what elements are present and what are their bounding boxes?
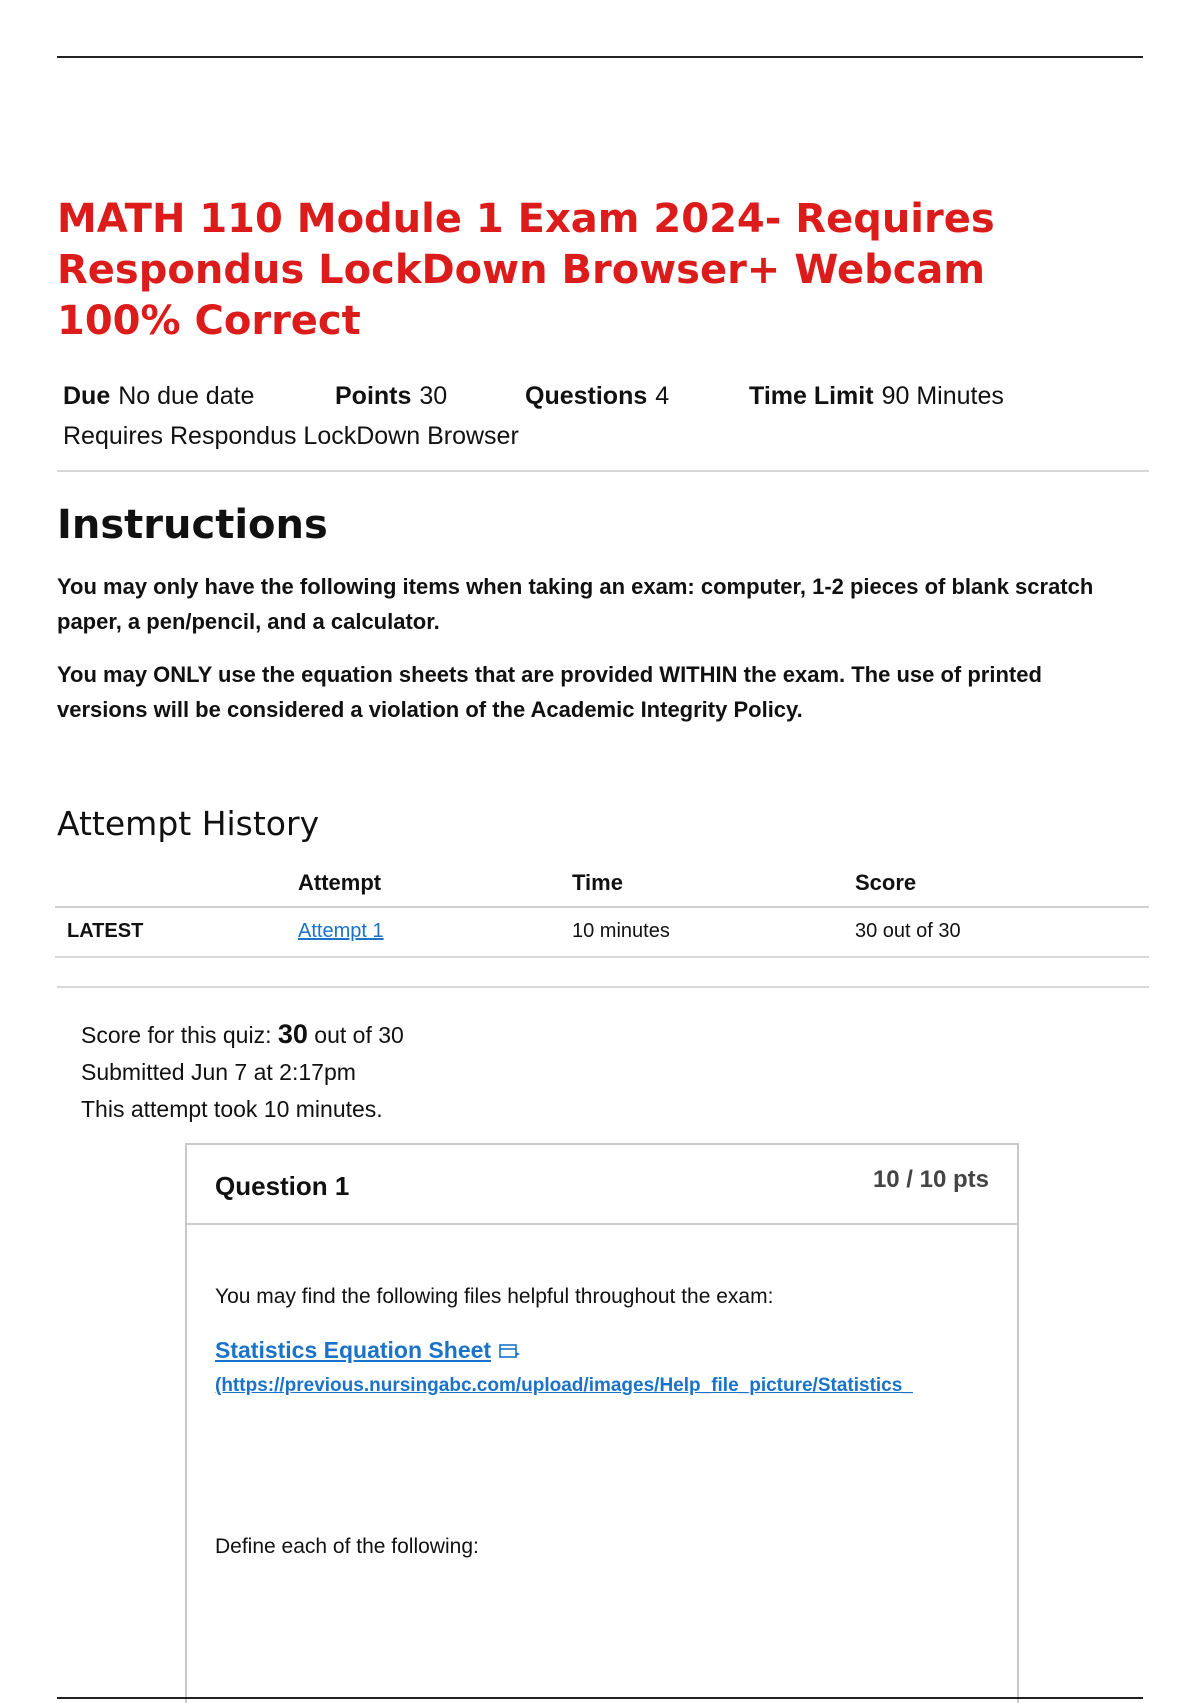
score-value: 30 <box>277 1019 308 1049</box>
equation-sheet-link[interactable]: Statistics Equation Sheet <box>215 1337 521 1364</box>
table-row <box>55 908 1149 958</box>
top-rule <box>57 56 1143 58</box>
attempt-time: 10 minutes <box>572 920 670 942</box>
instructions-paragraph-1: You may only have the following items when taking an exam: computer, 1-2 pieces of blank scratch paper, a pen/pencil, and a calculator. <box>57 574 1094 634</box>
score-line: Score for this quiz: 30 out of 30 <box>81 1019 404 1049</box>
submitted-line: Submitted Jun 7 at 2:17pm <box>81 1059 356 1085</box>
question-header <box>187 1145 1017 1225</box>
quiz-meta <box>63 382 1004 411</box>
equation-sheet-url[interactable]: (https://previous.nursingabc.com/upload/images/Help_file_picture/Statistics_ <box>215 1375 913 1396</box>
column-header-time: Time <box>572 870 623 895</box>
column-header-attempt: Attempt <box>298 870 382 895</box>
file-preview-icon[interactable] <box>499 1343 521 1359</box>
attempt-score: 30 out of 30 <box>855 920 961 942</box>
instructions-paragraph-2: You may ONLY use the equation sheets that are provided WITHIN the exam. The use of printed versions will be considered a violation of the Academic Integrity Policy. <box>57 662 1042 722</box>
attempt-label: LATEST <box>67 920 144 942</box>
table-header-row <box>55 866 1149 908</box>
page-title: MATH 110 Module 1 Exam 2024- Requires Respondus LockDown Browser+ Webcam 100% Correct <box>57 196 995 344</box>
question-prompt: Define each of the following: <box>215 1535 479 1558</box>
meta-time-limit: Time Limit 90 Minutes <box>749 382 1004 410</box>
meta-points: Points 30 <box>335 382 448 410</box>
duration-line: This attempt took 10 minutes. <box>81 1096 383 1122</box>
divider <box>57 470 1149 472</box>
meta-due: Due No due date <box>63 382 255 410</box>
question-card <box>185 1143 1019 1703</box>
question-intro: You may find the following files helpful throughout the exam: <box>215 1285 774 1308</box>
meta-questions: Questions 4 <box>525 382 670 410</box>
score-summary <box>81 1016 404 1128</box>
column-header-score: Score <box>855 870 917 895</box>
attempt-history-table <box>55 866 1149 958</box>
attempt-history-heading: Attempt History <box>57 804 320 843</box>
lockdown-note: Requires Respondus LockDown Browser <box>63 422 519 450</box>
divider <box>57 986 1149 988</box>
question-title: Question 1 <box>215 1171 350 1201</box>
attempt-link[interactable]: Attempt 1 <box>298 920 384 942</box>
bottom-rule <box>57 1697 1143 1699</box>
instructions-heading: Instructions <box>57 502 328 548</box>
question-points: 10 / 10 pts <box>872 1166 989 1193</box>
